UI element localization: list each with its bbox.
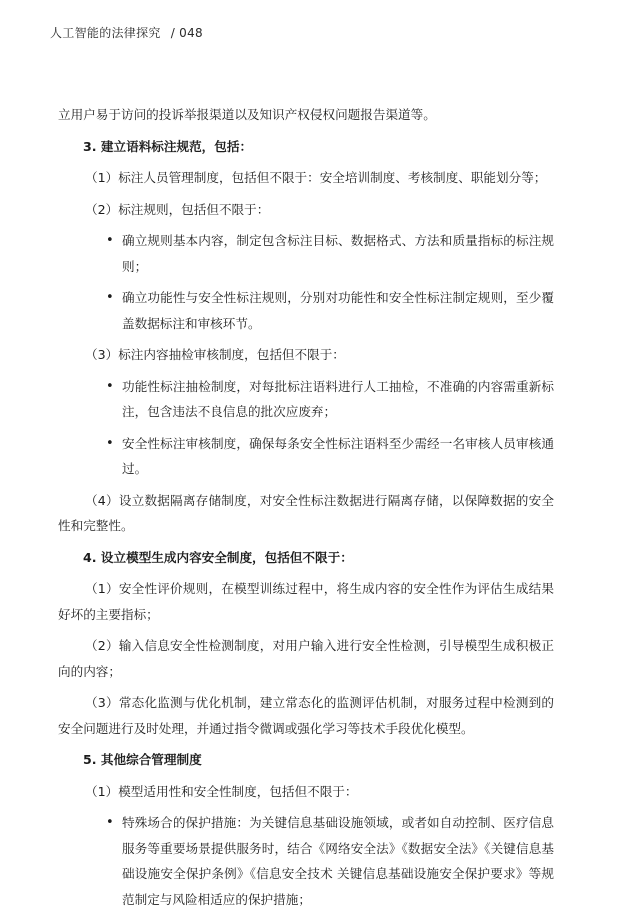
section-heading-4: 4. 设立模型生成内容安全制度，包括但不限于： xyxy=(83,549,353,565)
item-3-4: （4）设立数据隔离存储制度，对安全性标注数据进行隔离存储，以保障数据的安全性和完整性。 xyxy=(58,492,554,533)
list-item xyxy=(58,285,554,336)
list-item xyxy=(58,374,554,425)
item-4-3: （3）常态化监测与优化机制，建立常态化的监测评估机制，对服务过程中检测到的安全问题进行及时处理，并通过指令微调或强化学习等技术手段优化模型。 xyxy=(58,695,554,736)
item-3-3: （3）标注内容抽检审核制度，包括但不限于： xyxy=(85,347,345,362)
list-item xyxy=(58,228,554,279)
bullet-text: 功能性标注抽检制度，对每批标注语料进行人工抽检，不准确的内容需重新标注，包含违法不良信息的批次应废弃； xyxy=(122,378,554,419)
running-header xyxy=(50,24,203,41)
list-item xyxy=(58,431,554,482)
bullet-list-3-3 xyxy=(58,374,554,482)
paragraph-continuation: 立用户易于访问的投诉举报渠道以及知识产权侵权问题报告渠道等。 xyxy=(58,107,436,122)
bullet-list-3-2 xyxy=(58,228,554,336)
book-title: 人工智能的法律探究 xyxy=(50,26,161,40)
page-number: / 048 xyxy=(170,26,203,40)
bullet-icon: • xyxy=(106,290,114,305)
section-heading-5: 5. 其他综合管理制度 xyxy=(83,752,202,767)
list-item xyxy=(58,810,554,912)
page-body xyxy=(58,102,554,918)
bullet-text: 确立功能性与安全性标注规则，分别对功能性和安全性标注制定规则，至少覆盖数据标注和审核环节。 xyxy=(122,290,554,331)
bullet-icon: • xyxy=(106,435,114,451)
item-3-2: （2）标注规则，包括但不限于： xyxy=(85,201,270,217)
bullet-icon: • xyxy=(106,815,114,830)
section-heading-3: 3. 建立语料标注规范，包括： xyxy=(83,138,253,154)
item-4-1: （1）安全性评价规则，在模型训练过程中，将生成内容的安全性作为评估生成结果好坏的主要指标； xyxy=(58,581,554,622)
item-4-2: （2）输入信息安全性检测制度，对用户输入进行安全性检测，引导模型生成积极正向的内容； xyxy=(58,638,554,679)
bullet-icon: • xyxy=(106,378,114,394)
bullet-text: 特殊场合的保护措施：为关键信息基础设施领域，或者如自动控制、医疗信息服务等重要场景提供服务时，结合《网络安全法》《数据安全法》《关键信息基础设施安全保护条例》《信息安全技术 关键信息基础设施安全保护要求》等规范制定与风险相适应的保护措施； xyxy=(122,815,554,907)
bullet-list-5-1 xyxy=(58,810,554,912)
bullet-text: 确立规则基本内容，制定包含标注目标、数据格式、方法和质量指标的标注规则； xyxy=(122,233,554,274)
bullet-icon: • xyxy=(106,233,114,248)
bullet-text: 安全性标注审核制度，确保每条安全性标注语料至少需经一名审核人员审核通过。 xyxy=(122,435,554,476)
item-5-1: （1）模型适用性和安全性制度，包括但不限于： xyxy=(85,783,358,799)
item-3-1: （1）标注人员管理制度，包括但不限于：安全培训制度、考核制度、职能划分等； xyxy=(85,170,547,185)
